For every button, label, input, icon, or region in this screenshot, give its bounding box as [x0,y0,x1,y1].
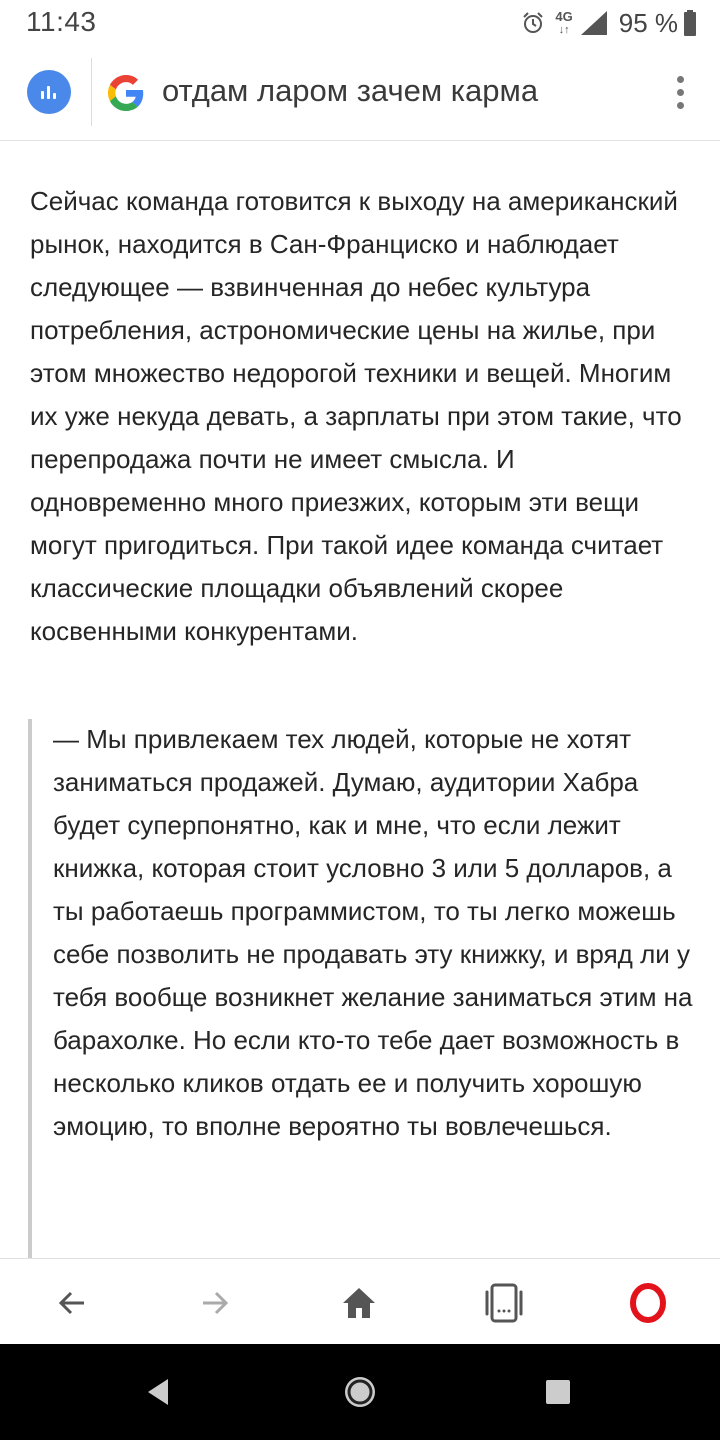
opera-menu-icon[interactable] [622,1277,674,1329]
nav-back-icon[interactable] [134,1368,182,1416]
google-logo-icon [108,75,144,116]
network-4g-icon: 4G ↓↑ [555,8,573,36]
system-nav-bar [0,1344,720,1440]
network-type-label: 4G [555,8,573,24]
more-vert-icon[interactable] [672,76,690,110]
status-icons [521,6,696,40]
home-icon[interactable] [333,1277,385,1329]
forward-icon[interactable] [189,1277,241,1329]
article-paragraph: Сейчас команда готовится к выходу на американский рынок, находится в Сан-Франциско и наблюдает следующее — взвинченная до небес культура потребления, астрономические цены на жилье, при этом множество недорогой техники и вещей. Многим их уже некуда девать, а зарплаты при этом такие, что перепродажа почти не имеет смысла. И одновременно много приезжих, которым эти вещи могут пригодиться. При такой идее команда считает классические площадки объявлений скорее косвенными конкурентами. [30,186,682,646]
nav-home-icon[interactable] [336,1368,384,1416]
article-content[interactable] [0,141,720,1258]
search-query-field[interactable]: отдам ларом зачем карма [162,73,539,108]
address-divider [91,58,92,126]
battery-percent: 95 % [618,7,678,38]
address-bar [0,46,720,141]
signal-icon [579,10,609,36]
blockquote-border [28,719,32,1258]
status-bar [0,0,720,46]
article-quote: — Мы привлекаем тех людей, которые не хотят заниматься продажей. Думаю, аудитории Хабра будет суперпонятно, как и мне, что если лежит книжка, которая стоит условно 3 или 5 долларов, а ты работаешь программистом, то ты легко можешь себе позволить не продавать эту книжку, и вряд ли у тебя вообще возникнет желание заниматься этим на барахолке. Но если кто-то тебе дает возможность в несколько кликов отдать ее и получить хорошую эмоцию, то вполне вероятно ты вовлечешься. [53,724,693,1141]
status-time: 11:43 [26,6,97,37]
browser-toolbar [0,1258,720,1345]
back-icon[interactable] [46,1277,98,1329]
battery-icon [684,10,696,36]
nav-recents-icon[interactable] [534,1368,582,1416]
stats-icon[interactable] [27,70,71,114]
alarm-icon [521,11,545,35]
tabs-icon[interactable] [478,1277,530,1329]
